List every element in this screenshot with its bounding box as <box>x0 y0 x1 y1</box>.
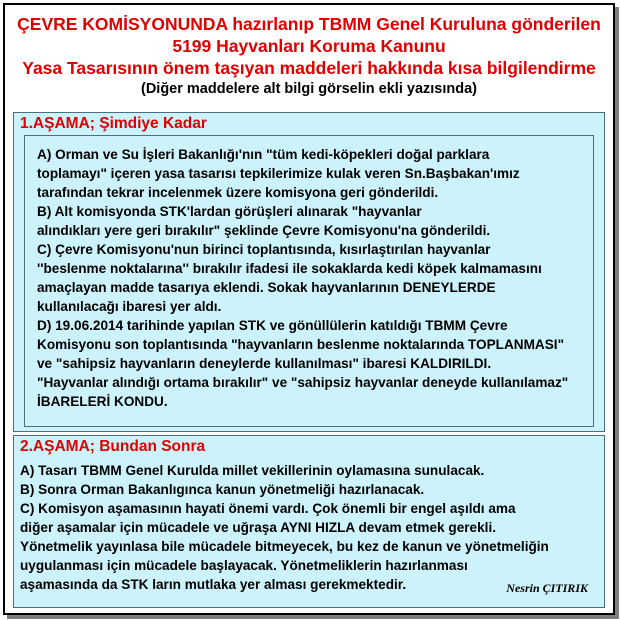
stage-1-panel <box>13 112 605 432</box>
text-line: alındıkları yere geri bırakılır" şeklinde Çevre Komisyonu'na gönderildi. <box>37 223 491 238</box>
author-signature: Nesrin ÇITIRIK <box>506 581 588 595</box>
text-line: A) Tasarı TBMM Genel Kurulda millet vekillerinin oylamasına sunulacak. <box>20 463 485 478</box>
text-line: D) 19.06.2014 tarihinde yapılan STK ve gönüllülerin katıldığı TBMM Çevre <box>37 318 508 333</box>
document-header <box>5 13 613 99</box>
text-line: ''beslenme noktalarına'' bırakılır ifadesi ile sokaklarda kedi köpek kalmamasını <box>37 261 542 276</box>
text-line: ve "sahipsiz hayvanların deneylerde kullanılması" ibaresi KALDIRILDI. <box>37 356 492 371</box>
text-line: C) Çevre Komisyonu'nun birinci toplantısında, kısırlaştırılan hayvanlar <box>37 242 491 257</box>
stage-1-text <box>25 136 593 411</box>
text-line: aşamasında da STK ların mutlaka yer alması gerekmektedir. <box>20 577 407 592</box>
header-line-2: 5199 Hayvanları Koruma Kanunu <box>172 36 446 56</box>
header-note: (Diğer maddelere alt bilgi görselin ekli yazısında) <box>140 81 477 97</box>
text-line: amaçlayan madde tasarıya eklendi. Sokak hayvanlarının DENEYLERDE <box>37 280 496 295</box>
text-line: "Hayvanlar alındığı ortama bırakılır" ve "sahipsiz hayvanlar deneyde kullanılamaz" <box>37 375 569 390</box>
header-line-1: ÇEVRE KOMİSYONUNDA hazırlanıp TBMM Genel Kuruluna gönderilen <box>17 14 601 34</box>
stage-2-content <box>14 436 602 605</box>
stage-2-text <box>14 436 602 594</box>
text-line: İBARELERİ KONDU. <box>37 394 168 409</box>
stage-1-content <box>24 135 594 427</box>
text-line: tarafından tekrar incelenmek üzere komisyona geri gönderildi. <box>37 185 439 200</box>
text-line: kullanılacağı ibaresi yer aldı. <box>37 299 222 314</box>
document-frame <box>3 3 615 615</box>
text-line: A) Orman ve Su İşleri Bakanlığı'nın "tüm kedi-köpekleri doğal parklara <box>37 147 490 162</box>
text-line: C) Komisyon aşamasının hayati önemi vardı. Çok önemli bir engel aşıldı ama <box>20 501 516 516</box>
stage-2-title: 2.AŞAMA; Bundan Sonra <box>20 438 206 455</box>
text-line: diğer aşamalar için mücadele ve uğraşa AYNI HIZLA devam etmek gerekli. <box>20 520 496 535</box>
text-line: B) Alt komisyonda STK'lardan görüşleri alınarak "hayvanlar <box>37 204 422 219</box>
text-line: uygulanması için mücadele başlayacak. Yönetmeliklerin hazırlanması <box>20 558 468 573</box>
header-line-3: Yasa Tasarısının önem taşıyan maddeleri hakkında kısa bilgilendirme <box>22 58 596 78</box>
text-line: Yönetmelik yayınlasa bile mücadele bitmeyecek, bu kez de kanun ve yönetmeliğin <box>20 539 549 554</box>
text-line: toplamayı" içeren yasa tasarısı tepkilerimize kulak veren Sn.Başbakan'ımız <box>37 166 520 181</box>
stage-2-panel <box>13 435 605 608</box>
text-line: Komisyonu son toplantısında "hayvanların beslenme noktalarında TOPLANMASI" <box>37 337 565 352</box>
stage-1-title: 1.AŞAMA; Şimdiye Kadar <box>20 115 207 132</box>
text-line: B) Sonra Orman Bakanlıgınca kanun yönetmeliği hazırlanacak. <box>20 482 425 497</box>
